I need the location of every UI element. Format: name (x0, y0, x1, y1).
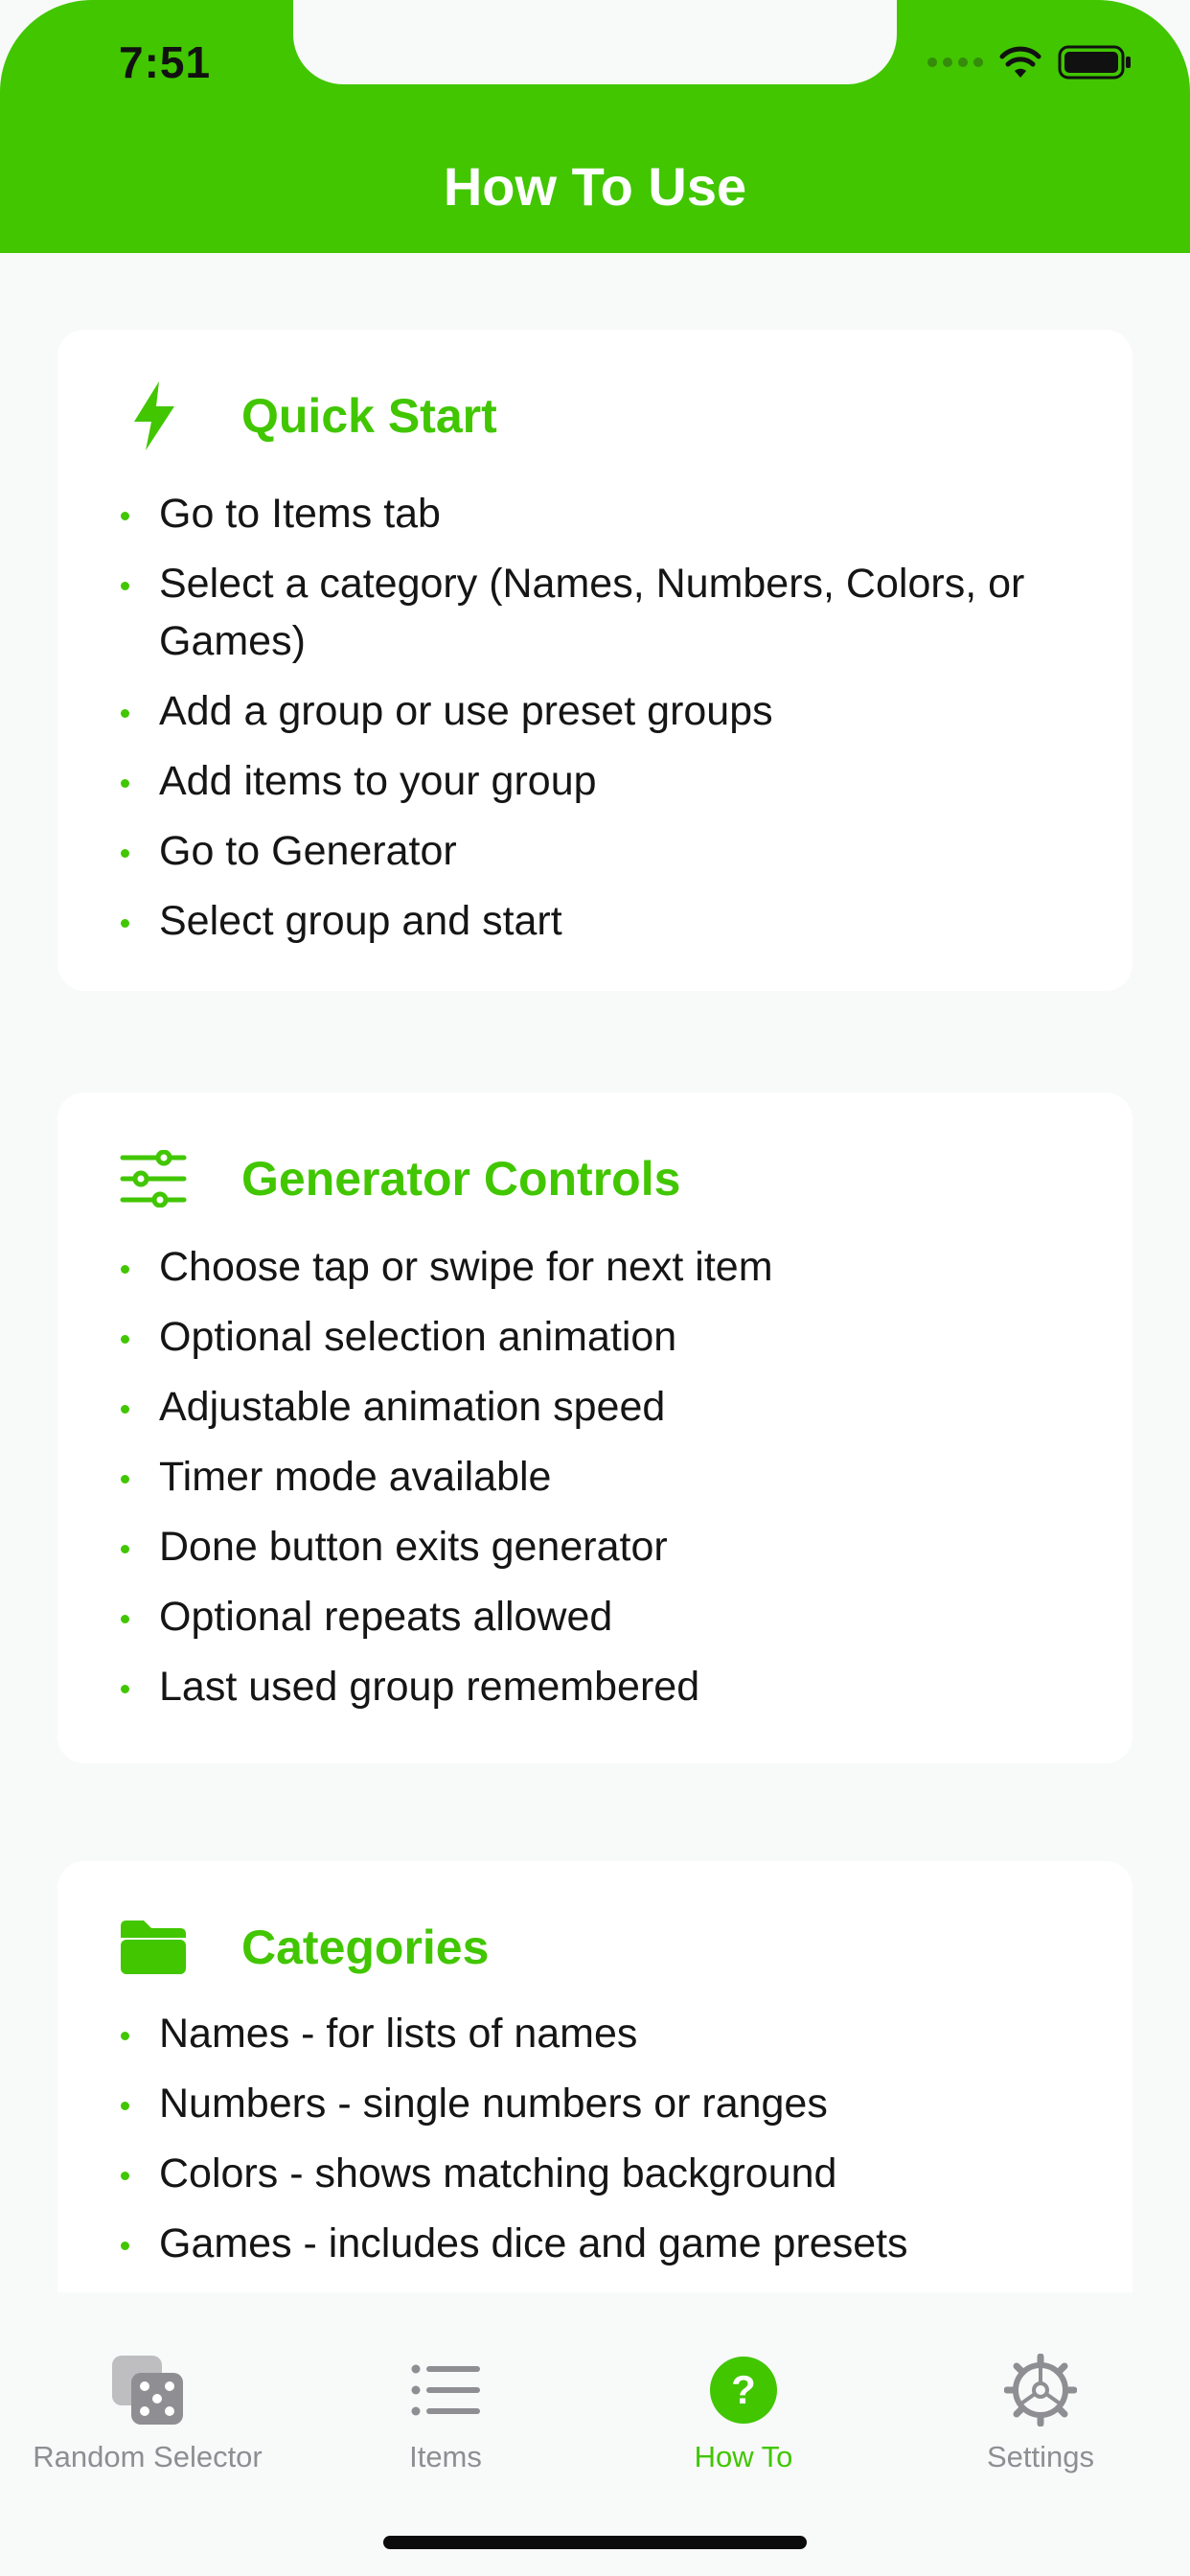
list-item: Select group and start (115, 892, 1075, 950)
battery-icon (1058, 44, 1133, 80)
generator-controls-card (57, 1092, 1133, 1763)
question-circle-icon (600, 2352, 887, 2428)
list-item: Colors - shows matching background (115, 2145, 1075, 2202)
tab-label: Items (409, 2440, 482, 2473)
tab-random-selector[interactable] (4, 2352, 291, 2474)
dice-icon (4, 2352, 291, 2428)
list-item: Done button exits generator (115, 1518, 1075, 1576)
categories-card (57, 1861, 1133, 2340)
home-indicator[interactable] (383, 2536, 807, 2549)
generator-controls-header (115, 1140, 680, 1217)
tab-settings[interactable] (897, 2352, 1184, 2474)
list-item: Select a category (Names, Numbers, Colors, or Games) (115, 555, 1075, 670)
categories-header (115, 1909, 489, 1986)
device-notch (293, 0, 897, 84)
list-item: Choose tap or swipe for next item (115, 1238, 1075, 1296)
list-item: Go to Items tab (115, 485, 1075, 542)
list-icon (302, 2352, 589, 2428)
list-item: Add items to your group (115, 752, 1075, 810)
folder-icon (115, 1909, 192, 1986)
list-item: Timer mode available (115, 1448, 1075, 1506)
wifi-icon (998, 45, 1042, 80)
list-item: Numbers - single numbers or ranges (115, 2075, 1075, 2132)
tab-label: Settings (986, 2440, 1094, 2473)
categories-title: Categories (241, 1920, 490, 1974)
tab-how-to[interactable] (600, 2352, 887, 2474)
page-title: How To Use (443, 156, 747, 217)
list-item: Optional repeats allowed (115, 1588, 1075, 1645)
list-item: Go to Generator (115, 822, 1075, 880)
header-bar (0, 0, 1190, 253)
list-item: Last used group remembered (115, 1658, 1075, 1715)
generator-controls-title: Generator Controls (241, 1152, 681, 1206)
lightning-bolt-icon (115, 378, 192, 454)
list-item: Add a group or use preset groups (115, 682, 1075, 740)
gear-icon (897, 2352, 1184, 2428)
tab-label: How To (694, 2440, 793, 2473)
list-item: Optional selection animation (115, 1308, 1075, 1366)
tab-items[interactable] (302, 2352, 589, 2474)
sliders-icon (115, 1140, 192, 1217)
tab-label: Random Selector (33, 2440, 263, 2473)
status-time: 7:51 (119, 37, 212, 87)
cellular-signal-icon (927, 58, 983, 67)
quick-start-card (57, 330, 1133, 991)
generator-controls-list (115, 1238, 1075, 1728)
categories-list (115, 2005, 1075, 2285)
quick-start-header (115, 378, 497, 454)
status-icons (927, 44, 1133, 80)
list-item: Names - for lists of names (115, 2005, 1075, 2062)
list-item: Games - includes dice and game presets (115, 2215, 1075, 2272)
quick-start-title: Quick Start (241, 389, 497, 443)
quick-start-list (115, 485, 1075, 962)
tab-bar (0, 2292, 1190, 2576)
list-item: Adjustable animation speed (115, 1378, 1075, 1436)
svg-text:?: ? (731, 2367, 756, 2412)
